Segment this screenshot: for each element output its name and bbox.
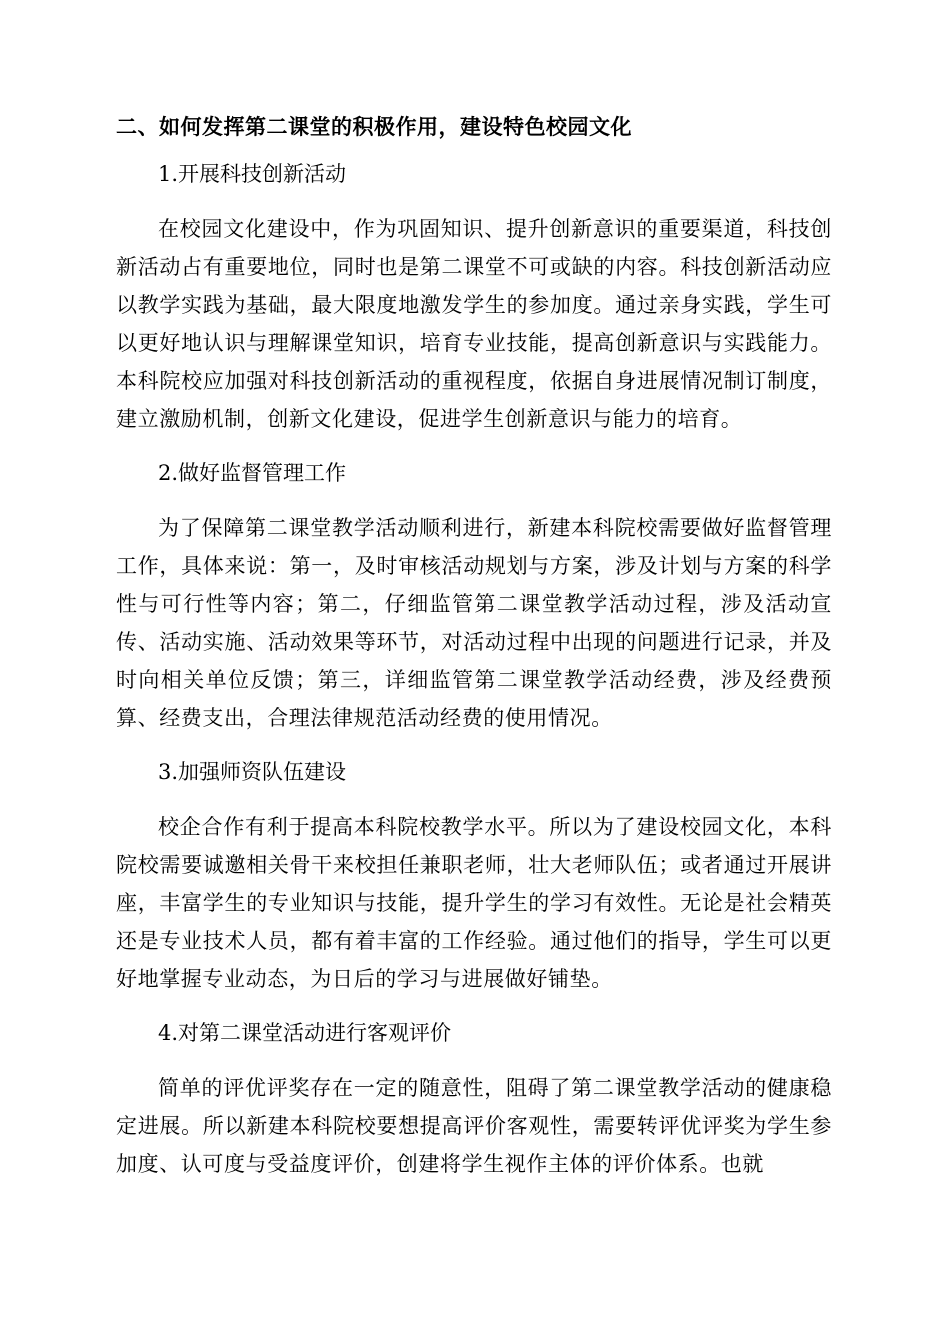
paragraph-2: 为了保障第二课堂教学活动顺利进行，新建本科院校需要做好监督管理工作，具体来说：第一，及时审核活动规划与方案，涉及计划与方案的科学性与可行性等内容；第二，仔细监管第二课堂教学活动过程，涉及活动宣传、活动实施、活动效果等环节，对活动过程中出现的问题进行记录，并及时向相关单位反馈；第三，详细监管第二课堂教学活动经费，涉及经费预算、经费支出，合理法律规范活动经费的使用情况。 [116, 516, 832, 730]
document-page [116, 112, 832, 1203]
subsection-title-4: 4.对第二课堂活动进行客观评价 [158, 1021, 452, 1045]
subsection-title-3: 3.加强师资队伍建设 [158, 760, 347, 784]
paragraph-4: 简单的评优评奖存在一定的随意性，阻碍了第二课堂教学活动的健康稳定进展。所以新建本科院校要想提高评价客观性，需要转评优评奖为学生参加度、认可度与受益度评价，创建将学生视作主体的评价体系。也就 [116, 1076, 832, 1176]
paragraph-1: 在校园文化建设中，作为巩固知识、提升创新意识的重要渠道，科技创新活动占有重要地位，同时也是第二课堂不可或缺的内容。科技创新活动应以教学实践为基础，最大限度地激发学生的参加度。通过亲身实践，学生可以更好地认识与理解课堂知识，培育专业技能，提高创新意识与实践能力。本科院校应加强对科技创新活动的重视程度，依据自身进展情况制订制度，建立激励机制，创新文化建设，促进学生创新意识与能力的培育。 [116, 217, 832, 431]
paragraph-3: 校企合作有利于提高本科院校教学水平。所以为了建设校园文化，本科院校需要诚邀相关骨干来校担任兼职老师，壮大老师队伍；或者通过开展讲座，丰富学生的专业知识与技能，提升学生的学习有效性。无论是社会精英还是专业技术人员，都有着丰富的工作经验。通过他们的指导，学生可以更好地掌握专业动态，为日后的学习与进展做好铺垫。 [116, 815, 832, 991]
subsection-title-1: 1.开展科技创新活动 [158, 162, 347, 186]
section-heading: 二、如何发挥第二课堂的积极作用，建设特色校园文化 [116, 115, 632, 139]
subsection-title-2: 2.做好监督管理工作 [158, 461, 347, 485]
